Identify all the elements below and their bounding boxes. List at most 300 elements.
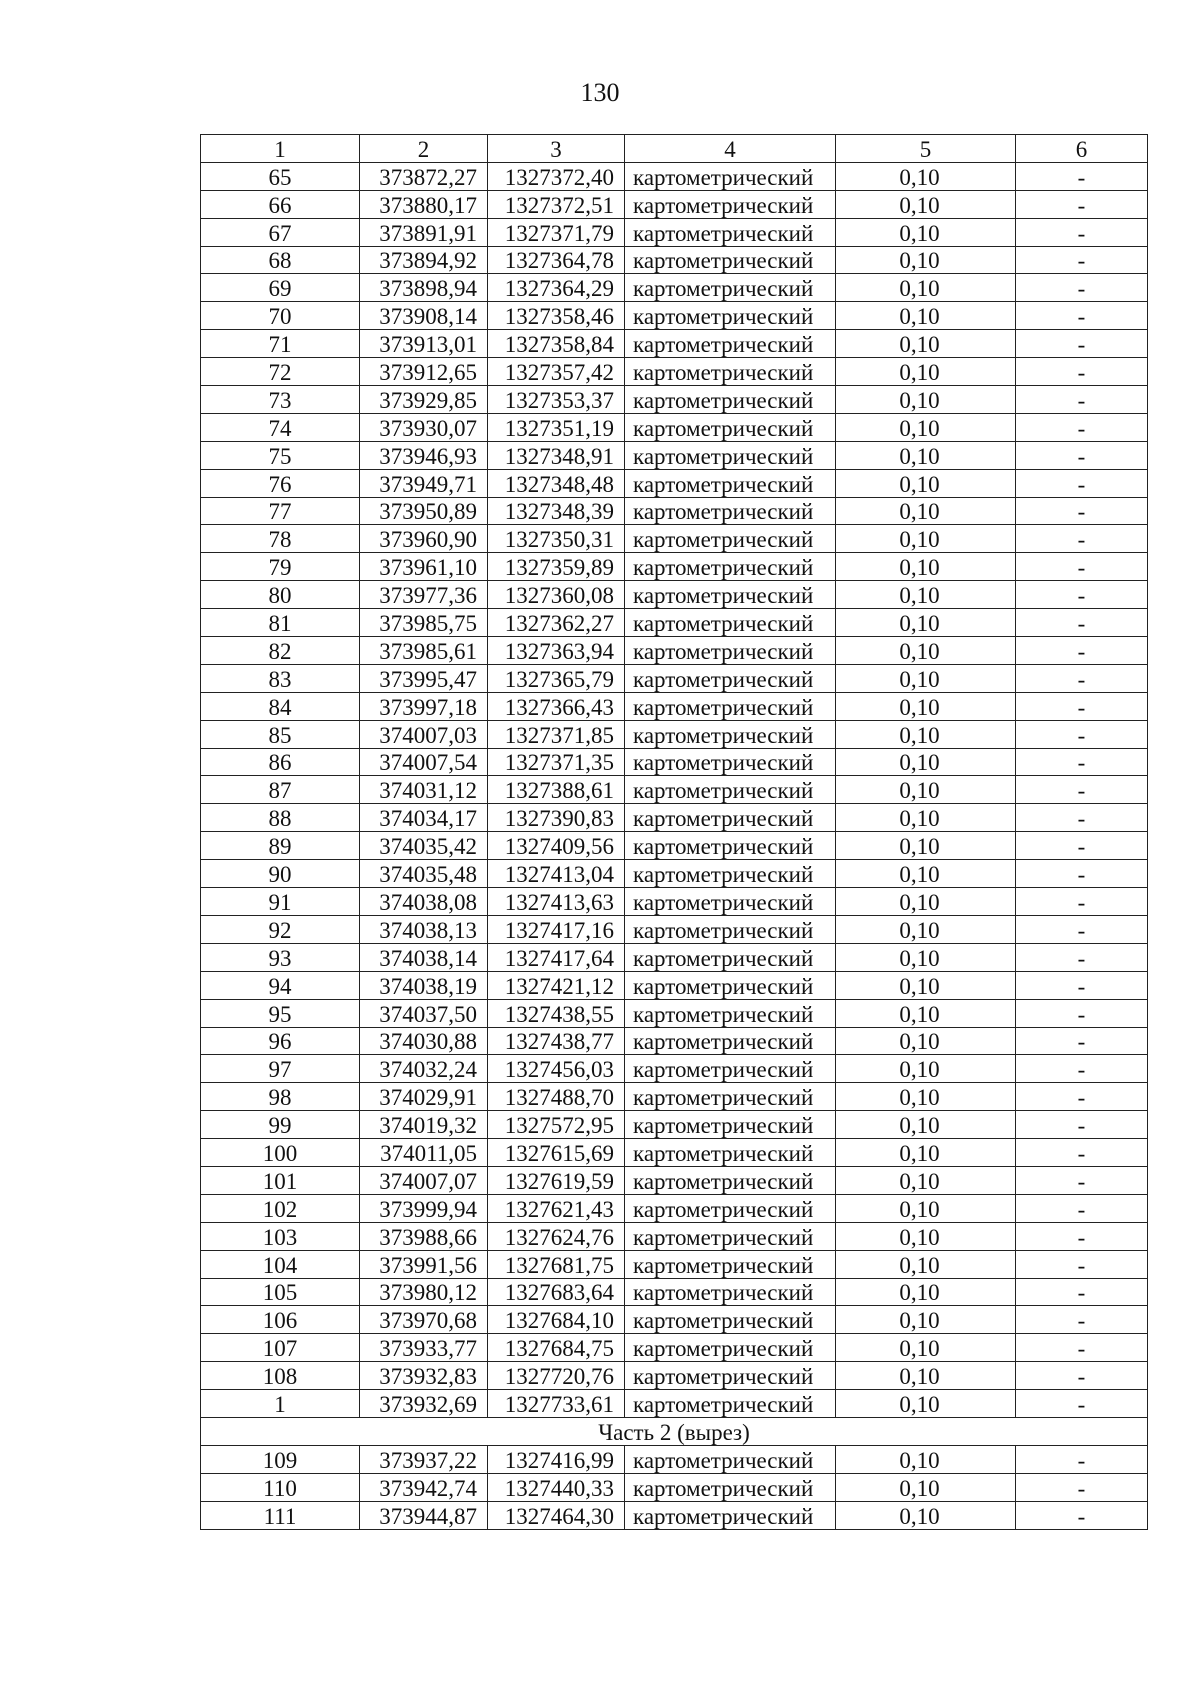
table-row [201,1083,1148,1111]
x-coordinate-cell: 374030,88 [360,1027,488,1055]
point-number-cell: 68 [201,246,360,274]
y-coordinate-cell: 1327621,43 [488,1194,625,1222]
x-coordinate-cell: 374007,07 [360,1166,488,1194]
accuracy-cell: 0,10 [836,469,1016,497]
y-coordinate-cell: 1327371,79 [488,218,625,246]
y-coordinate-cell: 1327421,12 [488,971,625,999]
table-row [201,915,1148,943]
y-coordinate-cell: 1327456,03 [488,1055,625,1083]
note-cell: - [1016,246,1148,274]
table-row [201,1250,1148,1278]
accuracy-cell: 0,10 [836,776,1016,804]
note-cell: - [1016,1390,1148,1418]
note-cell: - [1016,497,1148,525]
note-cell: - [1016,860,1148,888]
point-number-cell: 101 [201,1166,360,1194]
x-coordinate-cell: 373946,93 [360,441,488,469]
accuracy-cell: 0,10 [836,1027,1016,1055]
method-cell: картометрический [625,888,836,916]
note-cell: - [1016,609,1148,637]
x-coordinate-cell: 373908,14 [360,302,488,330]
accuracy-cell: 0,10 [836,1166,1016,1194]
method-cell: картометрический [625,162,836,190]
x-coordinate-cell: 373950,89 [360,497,488,525]
point-number-cell: 1 [201,1390,360,1418]
x-coordinate-cell: 373932,69 [360,1390,488,1418]
x-coordinate-cell: 373960,90 [360,525,488,553]
x-coordinate-cell: 374034,17 [360,804,488,832]
note-cell: - [1016,776,1148,804]
x-coordinate-cell: 374007,54 [360,748,488,776]
note-cell: - [1016,1445,1148,1473]
note-cell: - [1016,218,1148,246]
table-row [201,1027,1148,1055]
note-cell: - [1016,999,1148,1027]
x-coordinate-cell: 374038,14 [360,943,488,971]
method-cell: картометрический [625,1166,836,1194]
note-cell: - [1016,441,1148,469]
method-cell: картометрический [625,1473,836,1501]
table-row [201,637,1148,665]
x-coordinate-cell: 374037,50 [360,999,488,1027]
note-cell: - [1016,832,1148,860]
method-cell: картометрический [625,860,836,888]
accuracy-cell: 0,10 [836,246,1016,274]
y-coordinate-cell: 1327409,56 [488,832,625,860]
note-cell: - [1016,1334,1148,1362]
accuracy-cell: 0,10 [836,692,1016,720]
method-cell: картометрический [625,581,836,609]
x-coordinate-cell: 374029,91 [360,1083,488,1111]
y-coordinate-cell: 1327388,61 [488,776,625,804]
table-row [201,860,1148,888]
note-cell: - [1016,748,1148,776]
method-cell: картометрический [625,246,836,274]
method-cell: картометрический [625,441,836,469]
point-number-cell: 67 [201,218,360,246]
method-cell: картометрический [625,692,836,720]
y-coordinate-cell: 1327350,31 [488,525,625,553]
point-number-cell: 85 [201,720,360,748]
note-cell: - [1016,943,1148,971]
note-cell: - [1016,915,1148,943]
note-cell: - [1016,413,1148,441]
x-coordinate-cell: 373949,71 [360,469,488,497]
point-number-cell: 104 [201,1250,360,1278]
note-cell: - [1016,330,1148,358]
y-coordinate-cell: 1327364,78 [488,246,625,274]
point-number-cell: 97 [201,1055,360,1083]
x-coordinate-cell: 373985,75 [360,609,488,637]
method-cell: картометрический [625,804,836,832]
x-coordinate-cell: 374035,42 [360,832,488,860]
table-row [201,274,1148,302]
point-number-cell: 73 [201,386,360,414]
note-cell: - [1016,664,1148,692]
y-coordinate-cell: 1327413,04 [488,860,625,888]
x-coordinate-cell: 373997,18 [360,692,488,720]
y-coordinate-cell: 1327464,30 [488,1501,625,1529]
point-number-cell: 100 [201,1139,360,1167]
table-row [201,441,1148,469]
method-cell: картометрический [625,330,836,358]
method-cell: картометрический [625,943,836,971]
point-number-cell: 72 [201,358,360,386]
note-cell: - [1016,581,1148,609]
method-cell: картометрический [625,413,836,441]
accuracy-cell: 0,10 [836,553,1016,581]
note-cell: - [1016,1278,1148,1306]
point-number-cell: 86 [201,748,360,776]
section-label: Часть 2 (вырез) [201,1417,1148,1445]
header-cell-3: 3 [488,135,625,163]
accuracy-cell: 0,10 [836,190,1016,218]
table-row [201,413,1148,441]
y-coordinate-cell: 1327681,75 [488,1250,625,1278]
accuracy-cell: 0,10 [836,162,1016,190]
table-row [201,1111,1148,1139]
note-cell: - [1016,1306,1148,1334]
point-number-cell: 74 [201,413,360,441]
point-number-cell: 93 [201,943,360,971]
method-cell: картометрический [625,1306,836,1334]
accuracy-cell: 0,10 [836,1222,1016,1250]
note-cell: - [1016,1083,1148,1111]
point-number-cell: 105 [201,1278,360,1306]
x-coordinate-cell: 373932,83 [360,1362,488,1390]
x-coordinate-cell: 374011,05 [360,1139,488,1167]
method-cell: картометрический [625,218,836,246]
y-coordinate-cell: 1327416,99 [488,1445,625,1473]
y-coordinate-cell: 1327438,77 [488,1027,625,1055]
accuracy-cell: 0,10 [836,1306,1016,1334]
note-cell: - [1016,1250,1148,1278]
y-coordinate-cell: 1327359,89 [488,553,625,581]
table-row [201,748,1148,776]
accuracy-cell: 0,10 [836,609,1016,637]
accuracy-cell: 0,10 [836,497,1016,525]
method-cell: картометрический [625,832,836,860]
note-cell: - [1016,1055,1148,1083]
point-number-cell: 99 [201,1111,360,1139]
y-coordinate-cell: 1327348,48 [488,469,625,497]
x-coordinate-cell: 373913,01 [360,330,488,358]
method-cell: картометрический [625,1111,836,1139]
y-coordinate-cell: 1327372,40 [488,162,625,190]
note-cell: - [1016,1222,1148,1250]
y-coordinate-cell: 1327348,39 [488,497,625,525]
point-number-cell: 88 [201,804,360,832]
point-number-cell: 92 [201,915,360,943]
y-coordinate-cell: 1327438,55 [488,999,625,1027]
note-cell: - [1016,971,1148,999]
x-coordinate-cell: 373977,36 [360,581,488,609]
table-row [201,1278,1148,1306]
accuracy-cell: 0,10 [836,1445,1016,1473]
x-coordinate-cell: 373942,74 [360,1473,488,1501]
accuracy-cell: 0,10 [836,720,1016,748]
table-row [201,525,1148,553]
table-row [201,302,1148,330]
method-cell: картометрический [625,971,836,999]
accuracy-cell: 0,10 [836,1250,1016,1278]
x-coordinate-cell: 374031,12 [360,776,488,804]
accuracy-cell: 0,10 [836,1139,1016,1167]
table-row [201,1222,1148,1250]
accuracy-cell: 0,10 [836,1194,1016,1222]
y-coordinate-cell: 1327351,19 [488,413,625,441]
method-cell: картометрический [625,999,836,1027]
y-coordinate-cell: 1327488,70 [488,1083,625,1111]
accuracy-cell: 0,10 [836,748,1016,776]
point-number-cell: 79 [201,553,360,581]
method-cell: картометрический [625,1362,836,1390]
table-row [201,1166,1148,1194]
method-cell: картометрический [625,664,836,692]
method-cell: картометрический [625,1445,836,1473]
table-row [201,1362,1148,1390]
x-coordinate-cell: 373995,47 [360,664,488,692]
point-number-cell: 87 [201,776,360,804]
table-row [201,1473,1148,1501]
table-row [201,888,1148,916]
method-cell: картометрический [625,274,836,302]
table-row [201,609,1148,637]
note-cell: - [1016,888,1148,916]
x-coordinate-cell: 373894,92 [360,246,488,274]
method-cell: картометрический [625,637,836,665]
y-coordinate-cell: 1327358,84 [488,330,625,358]
point-number-cell: 106 [201,1306,360,1334]
method-cell: картометрический [625,776,836,804]
accuracy-cell: 0,10 [836,218,1016,246]
y-coordinate-cell: 1327390,83 [488,804,625,832]
table-row [201,832,1148,860]
x-coordinate-cell: 373930,07 [360,413,488,441]
point-number-cell: 94 [201,971,360,999]
table-row [201,581,1148,609]
x-coordinate-cell: 373970,68 [360,1306,488,1334]
x-coordinate-cell: 373988,66 [360,1222,488,1250]
header-cell-4: 4 [625,135,836,163]
point-number-cell: 102 [201,1194,360,1222]
accuracy-cell: 0,10 [836,525,1016,553]
table-row [201,999,1148,1027]
point-number-cell: 71 [201,330,360,358]
y-coordinate-cell: 1327362,27 [488,609,625,637]
x-coordinate-cell: 373944,87 [360,1501,488,1529]
point-number-cell: 69 [201,274,360,302]
x-coordinate-cell: 374019,32 [360,1111,488,1139]
accuracy-cell: 0,10 [836,804,1016,832]
point-number-cell: 89 [201,832,360,860]
accuracy-cell: 0,10 [836,302,1016,330]
table-row [201,553,1148,581]
note-cell: - [1016,469,1148,497]
table-row [201,1445,1148,1473]
note-cell: - [1016,553,1148,581]
y-coordinate-cell: 1327365,79 [488,664,625,692]
y-coordinate-cell: 1327372,51 [488,190,625,218]
table-row [201,720,1148,748]
accuracy-cell: 0,10 [836,441,1016,469]
method-cell: картометрический [625,553,836,581]
coordinates-table [200,134,1148,1530]
y-coordinate-cell: 1327417,16 [488,915,625,943]
y-coordinate-cell: 1327624,76 [488,1222,625,1250]
method-cell: картометрический [625,190,836,218]
method-cell: картометрический [625,1278,836,1306]
header-cell-6: 6 [1016,135,1148,163]
point-number-cell: 83 [201,664,360,692]
note-cell: - [1016,637,1148,665]
method-cell: картометрический [625,358,836,386]
x-coordinate-cell: 373872,27 [360,162,488,190]
x-coordinate-cell: 373961,10 [360,553,488,581]
note-cell: - [1016,804,1148,832]
accuracy-cell: 0,10 [836,358,1016,386]
note-cell: - [1016,190,1148,218]
note-cell: - [1016,386,1148,414]
y-coordinate-cell: 1327615,69 [488,1139,625,1167]
x-coordinate-cell: 373929,85 [360,386,488,414]
accuracy-cell: 0,10 [836,1473,1016,1501]
point-number-cell: 108 [201,1362,360,1390]
note-cell: - [1016,1166,1148,1194]
x-coordinate-cell: 374038,13 [360,915,488,943]
note-cell: - [1016,1473,1148,1501]
x-coordinate-cell: 373912,65 [360,358,488,386]
method-cell: картометрический [625,1083,836,1111]
note-cell: - [1016,1111,1148,1139]
table-row [201,943,1148,971]
x-coordinate-cell: 373880,17 [360,190,488,218]
method-cell: картометрический [625,1027,836,1055]
method-cell: картометрический [625,497,836,525]
point-number-cell: 82 [201,637,360,665]
method-cell: картометрический [625,748,836,776]
method-cell: картометрический [625,469,836,497]
x-coordinate-cell: 373985,61 [360,637,488,665]
y-coordinate-cell: 1327684,75 [488,1334,625,1362]
header-cell-1: 1 [201,135,360,163]
y-coordinate-cell: 1327371,35 [488,748,625,776]
point-number-cell: 107 [201,1334,360,1362]
table-row [201,1139,1148,1167]
point-number-cell: 76 [201,469,360,497]
header-cell-5: 5 [836,135,1016,163]
x-coordinate-cell: 374038,08 [360,888,488,916]
method-cell: картометрический [625,1139,836,1167]
accuracy-cell: 0,10 [836,581,1016,609]
accuracy-cell: 0,10 [836,274,1016,302]
point-number-cell: 81 [201,609,360,637]
y-coordinate-cell: 1327733,61 [488,1390,625,1418]
x-coordinate-cell: 373980,12 [360,1278,488,1306]
accuracy-cell: 0,10 [836,413,1016,441]
point-number-cell: 65 [201,162,360,190]
method-cell: картометрический [625,1501,836,1529]
note-cell: - [1016,1139,1148,1167]
y-coordinate-cell: 1327357,42 [488,358,625,386]
table-row [201,1055,1148,1083]
table-row [201,776,1148,804]
note-cell: - [1016,1501,1148,1529]
accuracy-cell: 0,10 [836,1055,1016,1083]
table-row [201,971,1148,999]
note-cell: - [1016,1027,1148,1055]
method-cell: картометрический [625,525,836,553]
note-cell: - [1016,302,1148,330]
point-number-cell: 91 [201,888,360,916]
point-number-cell: 103 [201,1222,360,1250]
note-cell: - [1016,525,1148,553]
method-cell: картометрический [625,1194,836,1222]
accuracy-cell: 0,10 [836,832,1016,860]
y-coordinate-cell: 1327364,29 [488,274,625,302]
accuracy-cell: 0,10 [836,943,1016,971]
point-number-cell: 70 [201,302,360,330]
note-cell: - [1016,274,1148,302]
table-row [201,692,1148,720]
accuracy-cell: 0,10 [836,1083,1016,1111]
note-cell: - [1016,692,1148,720]
y-coordinate-cell: 1327363,94 [488,637,625,665]
table-row [201,1390,1148,1418]
y-coordinate-cell: 1327348,91 [488,441,625,469]
table-body [201,162,1148,1529]
y-coordinate-cell: 1327683,64 [488,1278,625,1306]
method-cell: картометрический [625,915,836,943]
note-cell: - [1016,1194,1148,1222]
accuracy-cell: 0,10 [836,1362,1016,1390]
x-coordinate-cell: 374007,03 [360,720,488,748]
point-number-cell: 98 [201,1083,360,1111]
x-coordinate-cell: 373898,94 [360,274,488,302]
accuracy-cell: 0,10 [836,330,1016,358]
table-header-row [201,135,1148,163]
point-number-cell: 80 [201,581,360,609]
header-cell-2: 2 [360,135,488,163]
table-row [201,469,1148,497]
method-cell: картометрический [625,1390,836,1418]
method-cell: картометрический [625,609,836,637]
accuracy-cell: 0,10 [836,915,1016,943]
table-row [201,330,1148,358]
section-row [201,1417,1148,1445]
y-coordinate-cell: 1327353,37 [488,386,625,414]
point-number-cell: 90 [201,860,360,888]
point-number-cell: 109 [201,1445,360,1473]
accuracy-cell: 0,10 [836,999,1016,1027]
point-number-cell: 75 [201,441,360,469]
table-row [201,190,1148,218]
table-row [201,804,1148,832]
y-coordinate-cell: 1327358,46 [488,302,625,330]
y-coordinate-cell: 1327360,08 [488,581,625,609]
x-coordinate-cell: 373933,77 [360,1334,488,1362]
table-row [201,1501,1148,1529]
y-coordinate-cell: 1327684,10 [488,1306,625,1334]
accuracy-cell: 0,10 [836,1390,1016,1418]
table-row [201,1306,1148,1334]
accuracy-cell: 0,10 [836,637,1016,665]
note-cell: - [1016,162,1148,190]
method-cell: картометрический [625,1055,836,1083]
method-cell: картометрический [625,1222,836,1250]
accuracy-cell: 0,10 [836,888,1016,916]
accuracy-cell: 0,10 [836,860,1016,888]
